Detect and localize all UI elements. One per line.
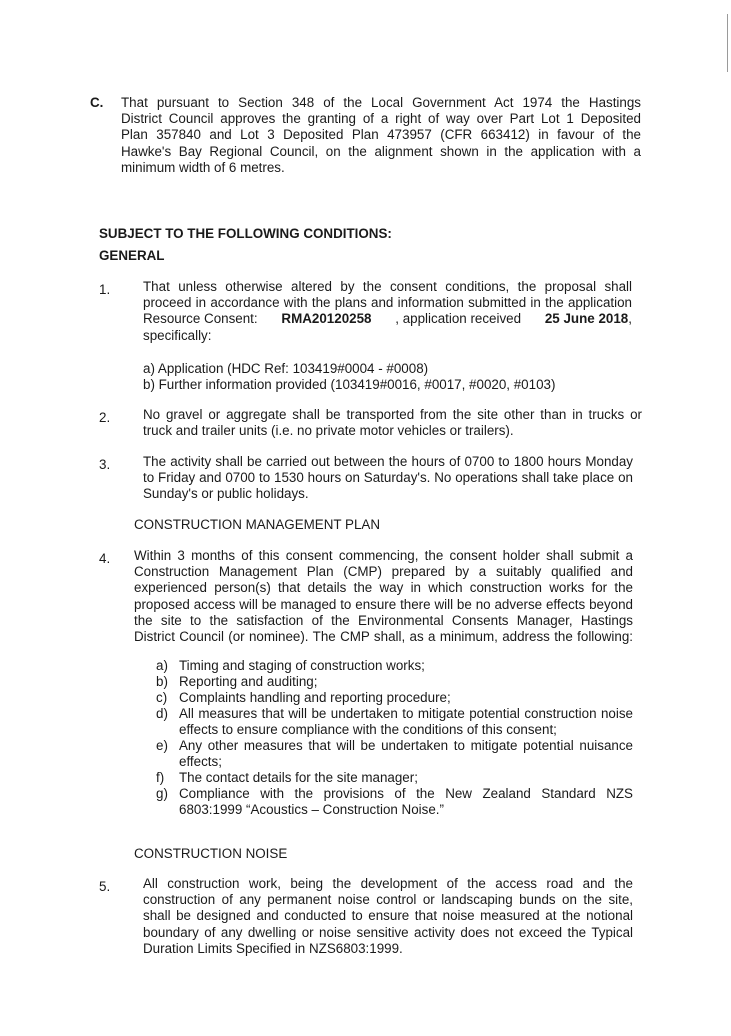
- condition-4-line: Within 3 months of this consent commencing, the consent holder shall submit a: [134, 548, 633, 563]
- condition-3-line: The activity shall be carried out between the hours of 0700 to 1800 hours Monday: [143, 454, 633, 469]
- conditions-heading: SUBJECT TO THE FOLLOWING CONDITIONS:: [99, 226, 392, 241]
- condition-5-line: shall be designed and conducted to ensure that noise measured at the notional: [143, 908, 633, 924]
- cmp-item-label: f): [156, 770, 165, 785]
- condition-5-line: construction of any permanent noise control or landscaping bunds on the site,: [143, 892, 633, 908]
- cmp-item-line: Compliance with the provisions of the New Zealand Standard NZS: [179, 786, 633, 801]
- condition-2-line: No gravel or aggregate shall be transported from the site other than in trucks or: [143, 407, 642, 422]
- cmp-item-line: effects;: [179, 754, 222, 770]
- condition-1-line: specifically:: [143, 327, 212, 343]
- cmp-item-line: Complaints handling and reporting procedure;: [179, 690, 451, 705]
- resolution-c-line: Plan 357840 and Lot 3 Deposited Plan 473957 (CFR 663412) in favour of the: [121, 127, 641, 143]
- cmp-item-label: e): [156, 738, 168, 753]
- application-received-label: , application received: [395, 311, 522, 327]
- condition-1-item-a: a) Application (HDC Ref: 103419#0004 - #0008): [143, 361, 429, 376]
- scan-edge-mark: [727, 14, 728, 72]
- condition-1-item-b: b) Further information provided (103419#0016, #0017, #0020, #0103): [143, 377, 556, 392]
- noise-heading: CONSTRUCTION NOISE: [134, 846, 288, 861]
- condition-5-line: Duration Limits Specified in NZS6803:1999.: [143, 940, 403, 956]
- condition-1-line: That unless otherwise altered by the consent conditions, the proposal shall: [143, 279, 632, 294]
- condition-4-number: 4.: [99, 551, 111, 566]
- general-heading: GENERAL: [99, 248, 165, 263]
- condition-3-text: [143, 454, 633, 503]
- cmp-item-line: effects to ensure compliance with the conditions of this consent;: [179, 722, 557, 738]
- resolution-c-line: Hawke's Bay Regional Council, on the alignment shown in the application with a: [121, 143, 641, 159]
- condition-5-number: 5.: [99, 879, 111, 894]
- resolution-c-line: That pursuant to Section 348 of the Local Government Act 1974 the Hastings: [121, 95, 641, 110]
- resource-consent-label: Resource Consent:: [143, 311, 258, 327]
- condition-2-text: [143, 407, 642, 439]
- condition-1-text: [143, 279, 632, 344]
- condition-2-number: 2.: [99, 410, 111, 425]
- condition-2-line: truck and trailer units (i.e. no private motor vehicles or trailers).: [143, 423, 514, 439]
- condition-1-ref-line: [143, 311, 632, 327]
- received-date: 25 June 2018: [544, 311, 629, 327]
- condition-3-number: 3.: [99, 457, 111, 472]
- cmp-item-label: d): [156, 706, 168, 721]
- condition-4-line: proposed access will be managed to ensure there will be no adverse effects beyond: [134, 596, 633, 612]
- received-date-suffix: ,: [628, 311, 632, 327]
- condition-4-text: [134, 548, 633, 645]
- cmp-item-line: Timing and staging of construction works;: [179, 658, 425, 673]
- cmp-item-line: The contact details for the site manager;: [179, 770, 418, 785]
- resolution-c-line: minimum width of 6 metres.: [121, 159, 285, 175]
- consent-reference: RMA20120258: [281, 311, 372, 327]
- resolution-c-line: District Council approves the granting of a right of way over Part Lot 1 Deposited: [121, 111, 641, 127]
- cmp-item-line: 6803:1999 “Acoustics – Construction Noise.”: [179, 802, 444, 818]
- condition-3-line: Sunday's or public holidays.: [143, 486, 309, 502]
- cmp-item-label: g): [156, 786, 168, 801]
- condition-4-line: District Council (or nominee). The CMP shall, as a minimum, address the following:: [134, 629, 633, 645]
- cmp-heading: CONSTRUCTION MANAGEMENT PLAN: [134, 517, 381, 532]
- condition-5-line: All construction work, being the development of the access road and the: [143, 876, 633, 891]
- condition-4-line: the site to the satisfaction of the Environmental Consents Manager, Hastings: [134, 612, 633, 628]
- cmp-item-line: All measures that will be undertaken to mitigate potential construction noise: [179, 706, 633, 721]
- condition-1-number: 1.: [99, 282, 111, 297]
- resolution-c-label: C.: [90, 95, 104, 110]
- condition-5-line: boundary of any dwelling or noise sensitive activity does not exceed the Typical: [143, 924, 633, 940]
- cmp-item-label: c): [156, 690, 168, 705]
- condition-4-line: experienced person(s) that details the way in which construction works for the: [134, 580, 633, 596]
- condition-1-line: proceed in accordance with the plans and information submitted in the application: [143, 295, 632, 311]
- cmp-item-label: b): [156, 674, 168, 689]
- cmp-item-line: Reporting and auditing;: [179, 674, 318, 689]
- condition-4-line: Construction Management Plan (CMP) prepared by a suitably qualified and: [134, 564, 633, 580]
- cmp-item-line: Any other measures that will be undertaken to mitigate potential nuisance: [179, 738, 633, 753]
- condition-5-text: [143, 876, 633, 957]
- resolution-c-text: [121, 95, 641, 176]
- cmp-item-label: a): [156, 658, 168, 673]
- condition-3-line: to Friday and 0700 to 1530 hours on Saturday's. No operations shall take place on: [143, 470, 633, 486]
